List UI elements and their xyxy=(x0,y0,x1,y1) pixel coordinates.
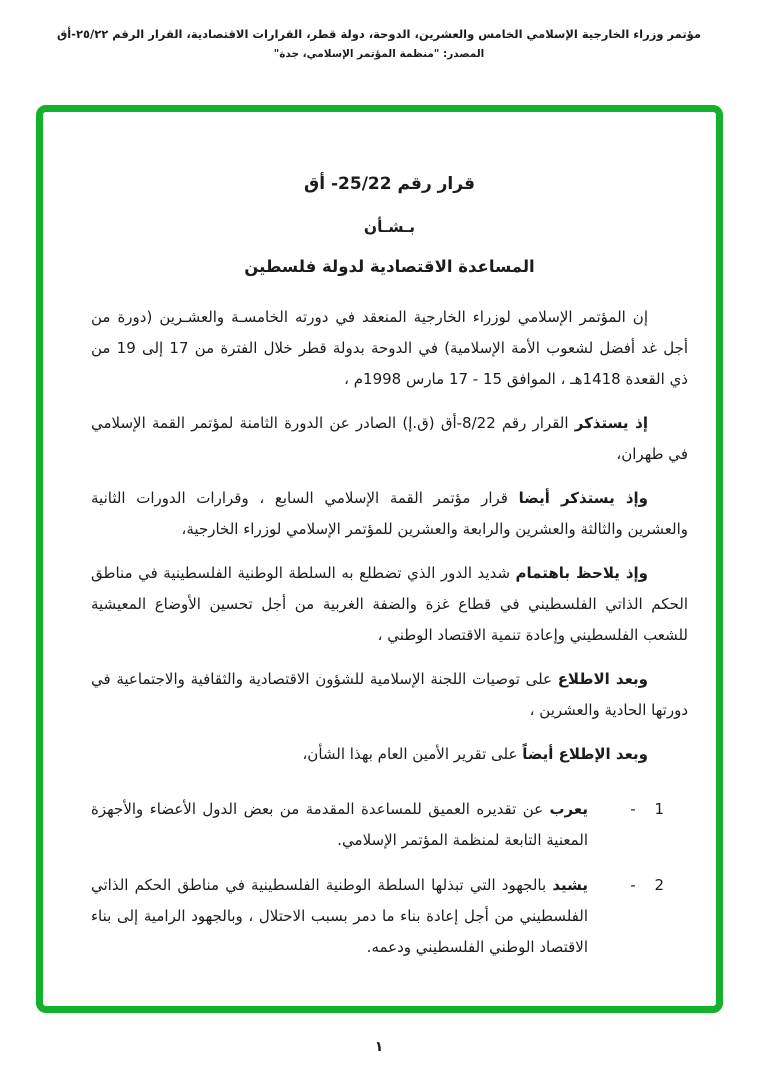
paragraph-lead: وإذ يستذكر أيضا xyxy=(518,489,648,507)
paragraph-text: قرار مؤتمر القمة الإسلامي السابع ، وقرارات الدورات الثانية والعشرين والثالثة والعشرين والرابعة والعشرين للمؤتمر الإسلامي لوزراء الخارجية، xyxy=(91,489,688,538)
operative-item-2 xyxy=(91,870,688,963)
item-body: بالجهود التي تبذلها السلطة الوطنية الفلسطينية في مناطق الحكم الذاتي الفلسطيني من أجل إعادة بناء ما دمر بسبب الاحتلال ، وبالجهود الرامية إلى بناء الاقتصاد الوطني الفلسطيني ودعمه. xyxy=(91,876,588,956)
regarding-label: بـشـأن xyxy=(363,218,416,236)
paragraph-lead: وبعد الاطلاع xyxy=(557,670,648,688)
preamble-paragraph-1 xyxy=(91,302,688,395)
item-lead: يشيد xyxy=(552,876,588,894)
item-lead: يعرب xyxy=(549,800,588,818)
resolution-number-title: قرار رقم 25/22- أق xyxy=(304,174,475,194)
green-border-frame xyxy=(36,105,723,1013)
item-text xyxy=(91,794,588,856)
operative-item-1 xyxy=(91,794,688,856)
preamble-paragraph-3 xyxy=(91,483,688,545)
item-number: 2 - xyxy=(630,876,664,894)
paragraph-lead: وبعد الإطلاع أيضاً xyxy=(522,745,648,763)
preamble-paragraph-5 xyxy=(91,664,688,726)
paragraph-text: على توصيات اللجنة الإسلامية للشؤون الاقتصادية والثقافية والاجتماعية في دورتها الحادية والعشرين ، xyxy=(91,670,688,719)
preamble-paragraph-2 xyxy=(91,408,688,470)
item-text xyxy=(91,870,588,963)
document-header xyxy=(0,24,758,64)
document-content xyxy=(43,112,716,1006)
header-citation-line: مؤتمر وزراء الخارجية الإسلامي الخامس والعشرين، الدوحة، دولة قطر، القرارات الاقتصادية، القرار الرقم ٢٥/٢٢-أق xyxy=(56,27,701,41)
operative-items xyxy=(91,794,688,963)
paragraph-lead: وإذ يلاحظ باهتمام xyxy=(515,564,648,582)
preamble-paragraph-6 xyxy=(91,739,688,770)
paragraph-text: القرار رقم 8/22-أق (ق.إ) الصادر عن الدورة الثامنة لمؤتمر القمة الإسلامي في طهران، xyxy=(91,414,688,463)
paragraph-text: شديد الدور الذي تضطلع به السلطة الوطنية الفلسطينية في مناطق الحكم الذاتي الفلسطيني في قطاع غزة والضفة الغربية من أجل تحسين الأوضاع المعيشية للشعب الفلسطيني وإعادة تنمية الاقتصاد الوطني ، xyxy=(91,564,688,644)
item-body: عن تقديره العميق للمساعدة المقدمة من بعض الدول الأعضاء والأجهزة المعنية التابعة لمنظمة المؤتمر الإسلامي. xyxy=(91,800,588,849)
page-number: ١ xyxy=(374,1039,384,1055)
title-block xyxy=(91,174,688,276)
resolution-subject-title: المساعدة الاقتصادية لدولة فلسطين xyxy=(244,257,535,276)
document-footer xyxy=(0,1036,758,1055)
item-number: 1 - xyxy=(630,800,664,818)
header-source-line: المصدر: "منظمة المؤتمر الإسلامي، جدة" xyxy=(273,48,485,60)
paragraph-lead: إذ يستذكر xyxy=(574,414,648,432)
preamble-paragraph-4 xyxy=(91,558,688,651)
paragraph-text: على تقرير الأمين العام بهذا الشأن، xyxy=(302,745,523,763)
paragraph-text: إن المؤتمر الإسلامي لوزراء الخارجية المنعقد في دورته الخامسـة والعشـرين (دورة من أجل غد أفضل لشعوب الأمة الإسلامية) في الدوحة بدولة قطر خلال الفترة من 17 إلى 19 من ذي القعدة 1418هـ ، الموافق 15 - 17 مارس 1998م ، xyxy=(91,308,688,388)
